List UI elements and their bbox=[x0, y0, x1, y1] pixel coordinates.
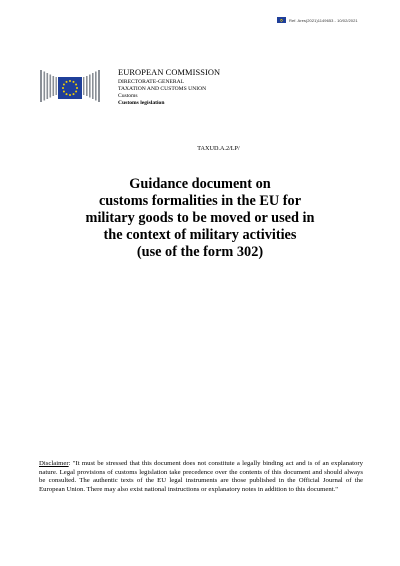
title-line: Guidance document on bbox=[129, 176, 271, 192]
title-line: military goods to be moved or used in bbox=[85, 210, 315, 226]
disclaimer-label: Disclaimer bbox=[39, 460, 69, 467]
european-commission-logo bbox=[40, 68, 106, 104]
ares-reference-stamp bbox=[277, 17, 358, 23]
title-line: (use of the form 302) bbox=[136, 244, 264, 260]
dg-name: TAXATION AND CUSTOMS UNION bbox=[118, 86, 207, 93]
directorate-name: Customs bbox=[118, 93, 138, 100]
ares-reference-text: Ref. Ares(2021)1149653 - 10/02/2021 bbox=[289, 17, 358, 23]
unit-name: Customs legislation bbox=[118, 100, 165, 107]
organisation-name: EUROPEAN COMMISSION bbox=[118, 68, 221, 77]
eu-flag-icon bbox=[277, 17, 286, 23]
eu-flag-emblem bbox=[58, 77, 82, 99]
directorate-general-label: DIRECTORATE-GENERAL bbox=[118, 79, 185, 86]
title-line: the context of military activities bbox=[103, 227, 297, 243]
eu-stars-icon bbox=[58, 77, 82, 99]
document-title bbox=[40, 176, 360, 261]
title-line: customs formalities in the EU for bbox=[98, 193, 302, 209]
disclaimer-paragraph bbox=[39, 460, 363, 494]
document-reference: TAXUD.A.2/LP/ bbox=[197, 145, 240, 152]
disclaimer-text: : "It must be stressed that this document does not constitute a legally binding act and is of an explanatory nature. Legal provisions of customs legislation take precedence over the contents of this document and should always be consulted. The authentic texts of the EU legal instruments are those published in the Official Journal of the European Union. There may also exist national instructions or explanatory notes in addition to this document." bbox=[39, 460, 363, 493]
document-header bbox=[118, 69, 220, 107]
